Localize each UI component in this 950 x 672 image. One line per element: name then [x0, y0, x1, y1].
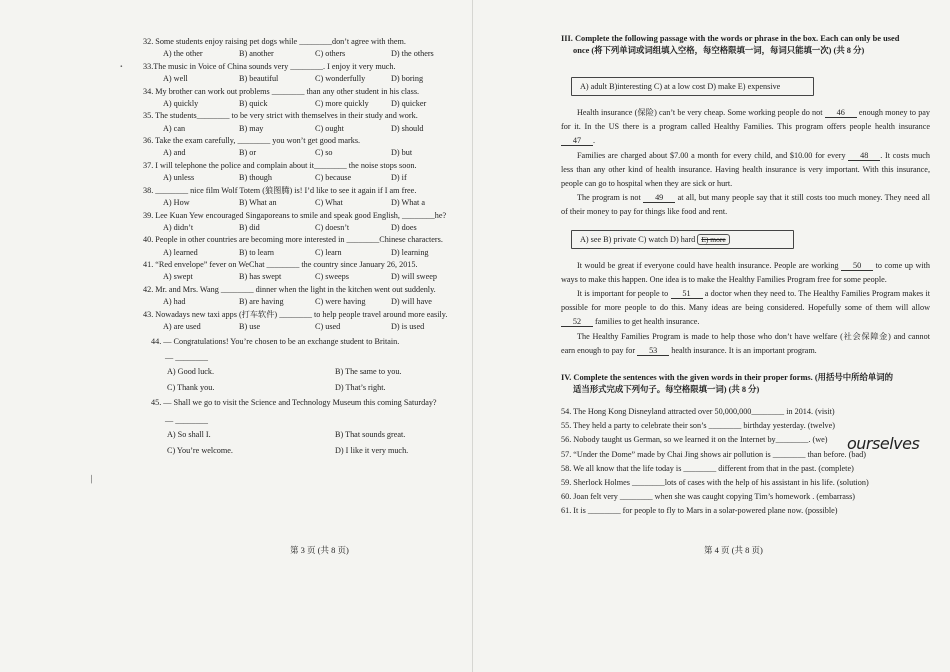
section-4-title — [561, 372, 930, 396]
option-b: B) though — [239, 173, 272, 183]
question-text: 36. Take the exam carefully, ________ you won’t get good marks. — [143, 136, 361, 146]
answer-line: — ________ — [165, 416, 208, 426]
text: health insurance. It is an important program. — [671, 345, 817, 355]
question-text: 42. Mr. and Mrs. Wang ________ dinner when the light in the kitchen went out suddenly. — [143, 284, 436, 294]
passage-paragraph-5 — [561, 287, 930, 330]
text: a doctor when they need to. The Healthy Families Program makes it possible for more people to do this. Many ideas are being considered. Hopefully some of them will allow — [561, 289, 931, 313]
option-b: B) The same to you. — [335, 366, 402, 376]
options-row — [143, 197, 467, 210]
option-c: C) others — [315, 49, 346, 59]
blank-51: 51 — [671, 289, 703, 299]
option-c: C) doesn’t — [315, 222, 350, 232]
passage-paragraph-3 — [561, 191, 930, 219]
blank-53: 53 — [637, 346, 669, 356]
options-row — [143, 222, 467, 235]
options-row — [143, 147, 467, 160]
option-d: D) learning — [391, 247, 429, 257]
option-d: D) is used — [391, 322, 425, 332]
option-c: C) because — [315, 173, 352, 183]
word-box-1: A) adult B)interesting C) at a low cost D) make E) expensive — [571, 77, 814, 96]
question-text: 43. Nowadays new taxi apps (打车软件) ________ to help people travel around more easily. — [143, 309, 448, 319]
question-45 — [143, 397, 467, 457]
option-b: B) are having — [239, 297, 284, 307]
question-text: 45. — Shall we go to visit the Science and Technology Museum this coming Saturday? — [151, 397, 437, 407]
option-a: A) learned — [163, 247, 198, 257]
pen-mark: / — [87, 471, 96, 487]
question-text: 39. Lee Kuan Yew encouraged Singaporeans to smile and speak good English, ________he? — [143, 210, 447, 220]
passage-paragraph-2 — [561, 149, 930, 192]
options-row — [143, 172, 467, 185]
option-b: B) use — [239, 322, 261, 332]
text: The Healthy Families Program is made to help those who don’t have welfare (社会保障金) and cannot earn enough to pay for — [561, 331, 930, 355]
section-3-title — [561, 33, 930, 57]
option-d: D) should — [391, 123, 424, 133]
option-b: B) another — [239, 49, 274, 59]
blank-49: 49 — [643, 193, 675, 203]
handwritten-answer: ourselves — [847, 434, 920, 453]
section-4-title-line-1: IV. Complete the sentences with the given words in their proper forms. (用括号中所给单词的 — [561, 373, 894, 383]
section-4-title-line-2: 适当形式完成下列句子。每空格限填一词) (共 8 分) — [573, 385, 760, 395]
options-row — [143, 321, 467, 334]
option-d: D) will sweep — [391, 272, 437, 282]
options-row — [143, 73, 467, 86]
option-d: D) What a — [391, 198, 425, 208]
question-text: 41. “Red envelope” fever on WeChat ________ the country since January 26, 2015. — [143, 260, 418, 270]
options-row — [143, 271, 467, 284]
text: It would be great if everyone could have health insurance. People are working — [577, 260, 839, 270]
struck-word: E) more — [697, 234, 729, 245]
option-a: A) and — [163, 148, 186, 158]
sentence-item: 61. It is ________ for people to fly to Mars in a solar-powered plane now. (possible) — [561, 506, 838, 516]
option-a: A) So shall I. — [167, 430, 211, 440]
section-3-title-line-2: once (将下列单词或词组填入空格，每空格限填一词，每词只能填一次) (共 8 分) — [573, 46, 865, 55]
option-b: B) That sounds great. — [335, 430, 406, 440]
text: enough money to pay for it. In the US there is a program called Healthy Families. This program offers people health insurance — [561, 108, 931, 132]
word-box-2 — [571, 230, 794, 249]
text: It is important for people to — [577, 289, 669, 299]
options — [143, 366, 467, 394]
exam-page-4 — [475, 0, 950, 672]
question-text: 37. I will telephone the police and complain about it________ the noise stops soon. — [143, 160, 417, 170]
question-text: 33.The music in Voice of China sounds very ________. I enjoy it very much. — [143, 61, 396, 71]
option-d: D) if — [391, 173, 407, 183]
option-b: B) may — [239, 123, 264, 133]
sentence-item: 58. We all know that the life today is ________ different from that in the past. (complete) — [561, 463, 854, 473]
option-d: D) quicker — [391, 98, 427, 108]
option-b: B) did — [239, 222, 260, 232]
option-a: A) well — [163, 74, 188, 84]
question-text: 32. Some students enjoy raising pet dogs while ________don’t agree with them. — [143, 37, 406, 46]
options-row — [143, 98, 467, 111]
question-text: 38. ________ nice film Wolf Totem (狼图腾) is! I’d like to see it again if I am free. — [143, 185, 417, 195]
multiple-choice-questions — [143, 36, 467, 334]
option-d: D) the others — [391, 49, 434, 59]
question-text: 34. My brother can work out problems ________ than any other student in his class. — [143, 86, 420, 96]
option-a: A) How — [163, 198, 190, 208]
option-b: B) beautiful — [239, 74, 279, 84]
option-d: D) will have — [391, 297, 432, 307]
options — [143, 429, 467, 457]
text: Families are charged about $7.00 a month for every child, and $10.00 for every — [577, 150, 846, 160]
options-row — [143, 48, 467, 61]
answer-line: — ________ — [165, 352, 208, 362]
option-c: C) Thank you. — [167, 382, 215, 392]
option-a: A) swept — [163, 272, 193, 282]
option-a: A) can — [163, 123, 186, 133]
passage-paragraph-4 — [561, 259, 930, 287]
question-text: 40. People in other countries are becoming more interested in ________Chinese characters. — [143, 235, 443, 245]
text: to come up with ways to make this happen. One idea is to make the Healthy Families Program free for some people. — [561, 260, 931, 284]
option-a: A) quickly — [163, 98, 199, 108]
option-c: C) You’re welcome. — [167, 446, 233, 456]
sentence-list — [561, 405, 930, 519]
option-d: D) does — [391, 222, 417, 232]
option-a: A) are used — [163, 322, 201, 332]
text: . It costs much less than any other kind of health insurance. Having health insurance is very important. With this insurance, people can go to hospital when they are sick or hurt. — [561, 150, 931, 189]
option-d: D) I like it very much. — [335, 446, 409, 456]
option-d: D) That’s right. — [335, 382, 386, 392]
options-row — [143, 123, 467, 136]
sentence-item: 55. They held a party to celebrate their son’s ________ birthday yesterday. (twelve) — [561, 421, 835, 431]
blank-46: 46 — [825, 108, 857, 118]
passage-paragraph-6 — [561, 330, 930, 358]
option-b: B) quick — [239, 98, 268, 108]
option-b: B) or — [239, 148, 257, 158]
text: families to get health insurance. — [595, 317, 700, 327]
option-d: D) but — [391, 148, 413, 158]
sentence-item: 60. Joan felt very ________ when she was caught copying Tim’s homework . (embarrass) — [561, 492, 856, 502]
passage-paragraph-1: Health insurance (保险) can’t be very cheap. Some working people do not 46 enough money to pay for it. In the US there is a program called Healthy Families. This program offers people health insurance 47 . — [561, 108, 931, 146]
option-c: C) wonderfully — [315, 74, 366, 84]
sentence-item: 56. Nobody taught us German, so we learned it on the Internet by________. (we) — [561, 435, 828, 445]
blank-52: 52 — [561, 317, 593, 327]
scan-mark: · — [119, 60, 124, 75]
option-b: B) has swept — [239, 272, 282, 282]
option-c: C) sweeps — [315, 272, 349, 282]
sentence-item: 57. “Under the Dome” made by Chai Jing shows air pollution is ________ than before. (bad) — [561, 449, 866, 459]
option-a: A) the other — [163, 49, 203, 59]
option-d: D) boring — [391, 74, 424, 84]
option-b: B) What an — [239, 198, 277, 208]
option-a: A) Good luck. — [167, 366, 215, 376]
option-c: C) ought — [315, 123, 344, 133]
box-words: A) see B) private C) watch D) hard — [580, 234, 696, 244]
option-c: C) so — [315, 148, 333, 158]
options-row — [143, 296, 467, 309]
option-a: A) had — [163, 297, 186, 307]
page-number: 第 3 页 (共 8 页) — [290, 545, 349, 555]
page-number: 第 4 页 (共 8 页) — [704, 545, 763, 555]
option-c: C) were having — [315, 297, 366, 307]
sentence-item: 59. Sherlock Holmes ________lots of cases with the help of his assistant in his life. (solution) — [561, 478, 869, 488]
text: The program is not — [577, 193, 641, 203]
option-c: C) What — [315, 198, 343, 208]
option-c: C) learn — [315, 247, 342, 257]
options-row — [143, 247, 467, 260]
sentence-item: 54. The Hong Kong Disneyland attracted over 50,000,000________ in 2014. (visit) — [561, 407, 835, 417]
question-44 — [143, 336, 467, 394]
question-text: 35. The students________ to be very strict with themselves in their study and work. — [143, 111, 418, 121]
option-c: C) used — [315, 322, 341, 332]
text: at all, but many people say that it still costs too much money. They need all of their money to pay for things like food and rent. — [561, 193, 931, 217]
option-b: B) to learn — [239, 247, 275, 257]
blank-48: 48 — [848, 151, 880, 161]
text: Health insurance (保险) can’t be very cheap. Some working people do not — [577, 108, 823, 117]
option-c: C) more quickly — [315, 98, 369, 108]
option-a: A) unless — [163, 173, 195, 183]
blank-50: 50 — [841, 261, 873, 271]
option-a: A) didn’t — [163, 222, 194, 232]
blank-47: 47 — [561, 136, 593, 146]
section-3-title-line-1: III. Complete the following passage with the words or phrase in the box. Each can only be used — [561, 34, 900, 43]
question-text: 44. — Congratulations! You’re chosen to be an exchange student to Britain. — [151, 336, 400, 346]
